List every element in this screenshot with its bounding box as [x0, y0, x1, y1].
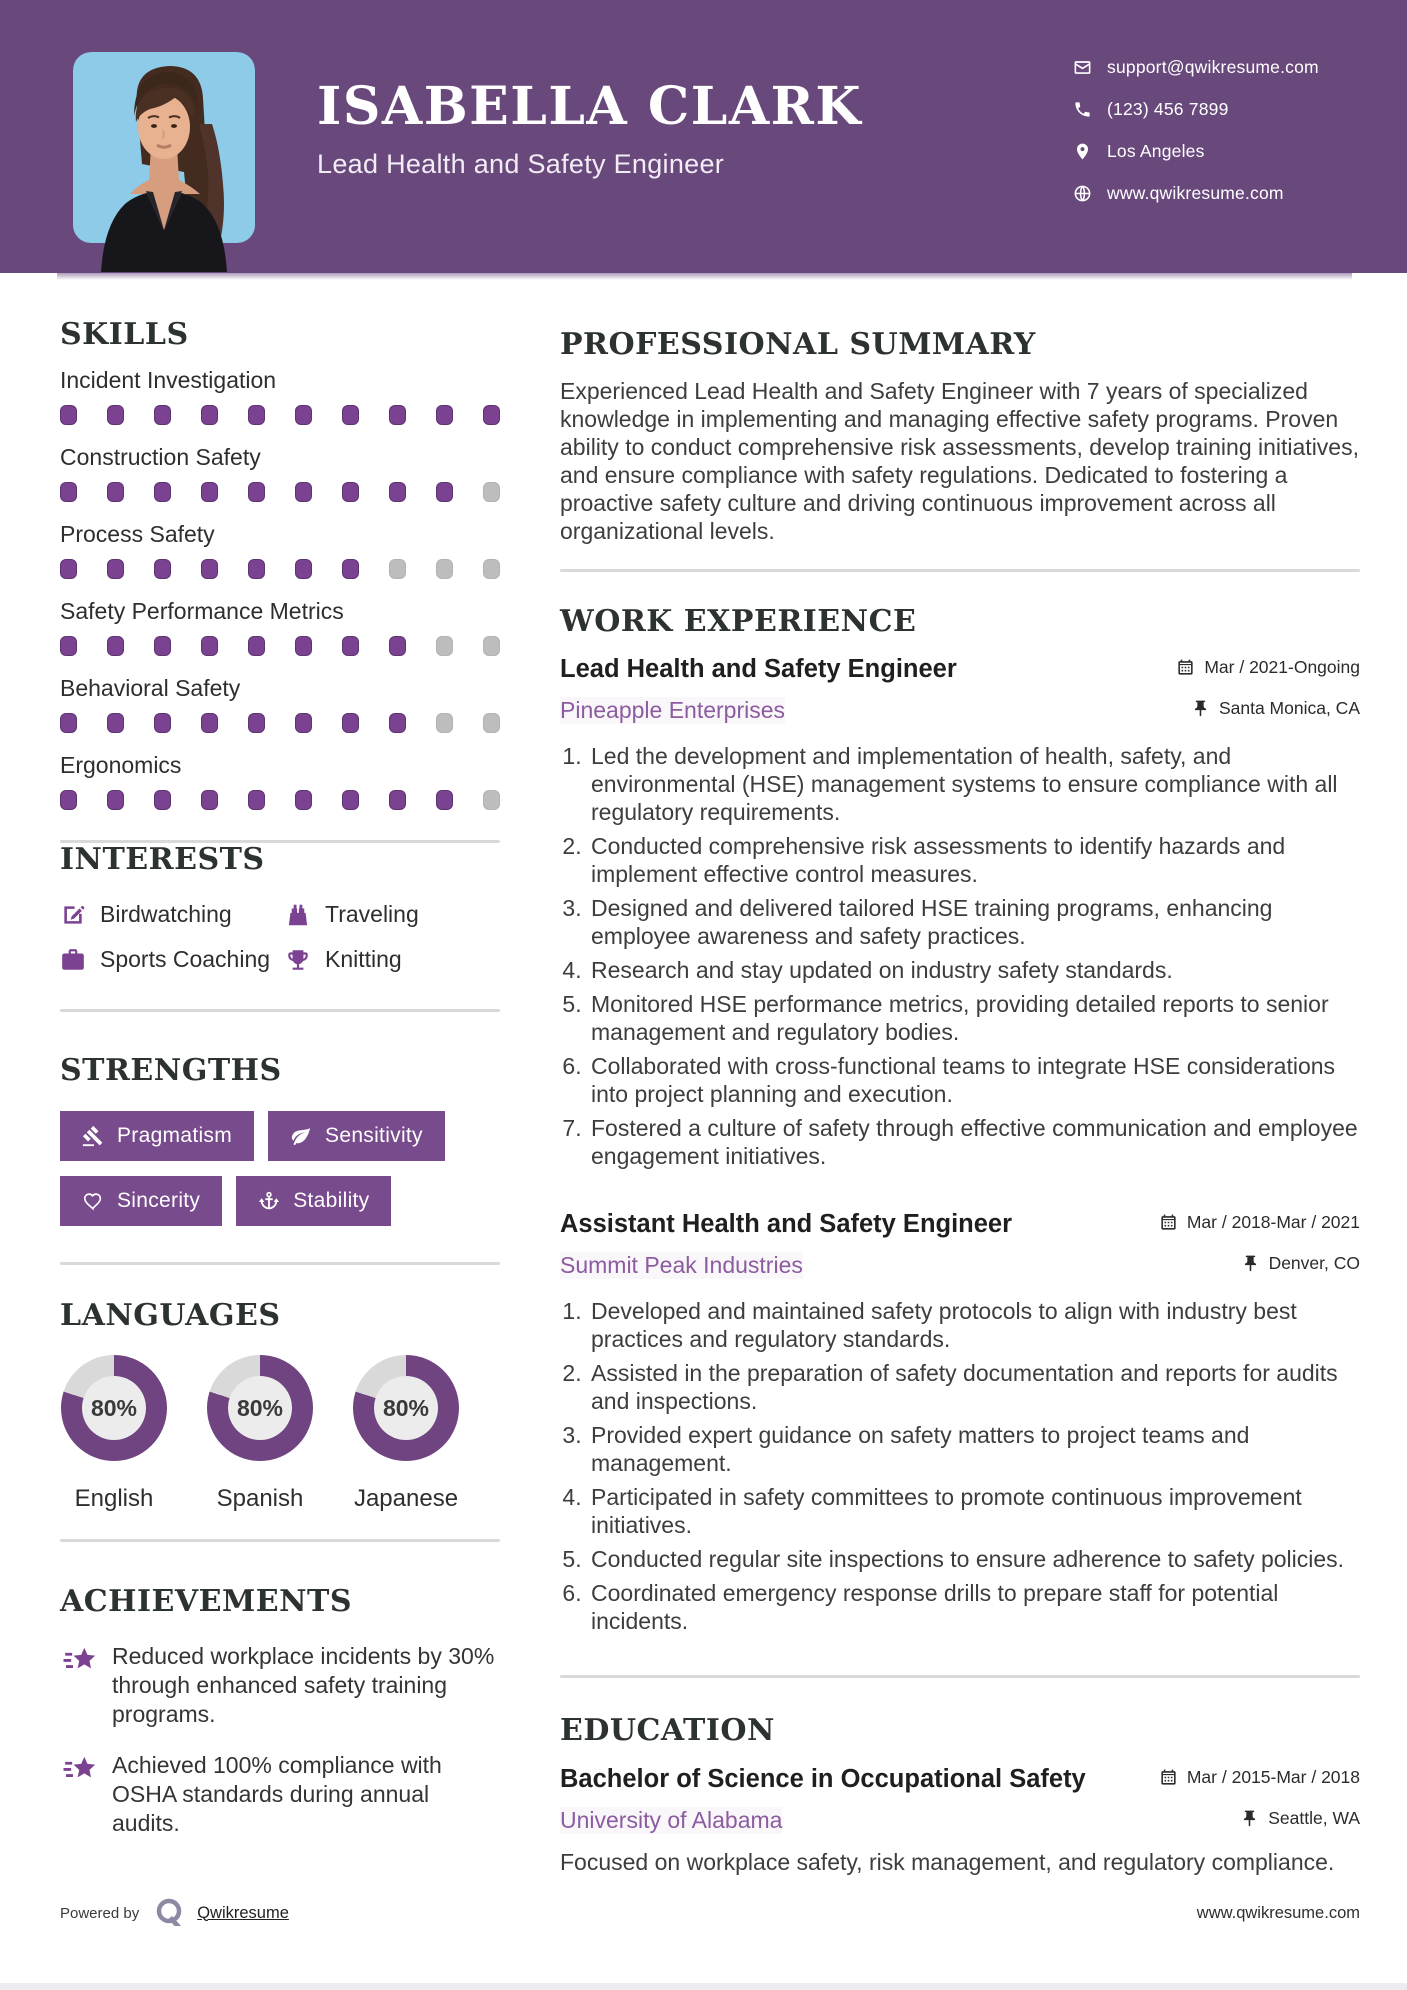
contact-text: Los Angeles [1107, 140, 1205, 161]
interest-label: Traveling [325, 901, 419, 927]
skill-level [60, 790, 500, 810]
job-bullet: 2. Assisted in the preparation of safety documentation and reports for audits and inspections. [588, 1359, 1360, 1415]
skill-name: Safety Performance Metrics [60, 597, 344, 624]
left-column [60, 318, 500, 1838]
strength-label: Stability [293, 1188, 370, 1212]
job-bullet: 2. Conducted comprehensive risk assessments to identify hazards and implement effective control measures. [588, 832, 1360, 888]
skill-dot [389, 636, 406, 656]
skill-dot [248, 636, 265, 656]
summary-text: Experienced Lead Health and Safety Engineer with 7 years of specialized knowledge in implementing and managing effective safety programs. Proven ability to conduct comprehensive risk assessments, develop training initiatives, and ensure compliance with safety regulations. Dedicated to fostering a proactive safety culture and driving continuous improvement across all organizational levels. [560, 377, 1359, 544]
skill-dot [107, 790, 124, 810]
interest-item [60, 946, 285, 973]
interests-list [60, 901, 500, 973]
job-bullet: 1. Led the development and implementation of health, safety, and environmental (HSE) management systems to ensure compliance with all regulatory requirements. [588, 742, 1360, 826]
skill-dot [60, 790, 77, 810]
leaf-icon [290, 1125, 312, 1147]
skill-item [60, 598, 500, 656]
company-link[interactable]: Pineapple Enterprises [560, 697, 786, 723]
skill-dot [154, 405, 171, 425]
skill-dot [60, 713, 77, 733]
interests-heading: INTERESTS [60, 841, 265, 877]
phone-icon [1073, 100, 1092, 119]
skill-dot [248, 405, 265, 425]
skill-dot [201, 559, 218, 579]
strength-badge [60, 1176, 222, 1226]
job-bullet: 4. Participated in safety committees to promote continuous improvement initiatives. [588, 1483, 1360, 1539]
footer-site-url[interactable]: www.qwikresume.com [1196, 1903, 1360, 1922]
language-donut [61, 1355, 167, 1461]
skill-dot [295, 713, 312, 733]
skill-dot [389, 482, 406, 502]
languages-heading: LANGUAGES [60, 1297, 281, 1333]
degree-title: Bachelor of Science in Occupational Safety [560, 1764, 1086, 1793]
calendar-icon [1176, 658, 1195, 677]
job-title: Assistant Health and Safety Engineer [560, 1210, 1013, 1238]
language-donut [207, 1355, 313, 1461]
job-date: Mar / 2018-Mar / 2021 [1159, 1212, 1360, 1233]
achievement-item [60, 1642, 500, 1729]
briefcase-icon [60, 947, 86, 973]
skill-item [60, 444, 500, 502]
skill-name: Incident Investigation [60, 366, 277, 393]
skill-dot [436, 713, 453, 733]
strength-label: Sensitivity [325, 1123, 423, 1147]
achievements-list [60, 1642, 500, 1838]
skill-dot [248, 482, 265, 502]
skill-dot [342, 482, 359, 502]
binoculars-icon [285, 902, 311, 928]
divider [60, 1009, 500, 1012]
skill-name: Behavioral Safety [60, 674, 241, 701]
job-bullet: 5. Conducted regular site inspections to ensure adherence to safety policies. [588, 1545, 1360, 1573]
skill-dot [201, 405, 218, 425]
strength-label: Sincerity [117, 1188, 201, 1212]
job-entry [560, 1210, 1360, 1635]
job-bullet: 7. Fostered a culture of safety through effective communication and employee engagement initiatives. [588, 1114, 1360, 1170]
job-location: Denver, CO [1241, 1253, 1360, 1274]
pushpin-icon [1240, 1809, 1259, 1828]
pin-icon [1241, 1254, 1260, 1273]
languages-list [60, 1355, 500, 1513]
education-date: Mar / 2015-Mar / 2018 [1159, 1767, 1360, 1788]
skill-item [60, 367, 500, 425]
contact-text[interactable]: support@qwikresume.com [1107, 56, 1319, 77]
qwikresume-logo-icon [153, 1896, 187, 1930]
skill-dot [60, 405, 77, 425]
skill-dot [201, 713, 218, 733]
achievement-text: Reduced workplace incidents by 30% through enhanced safety training programs. [112, 1642, 495, 1727]
divider [560, 569, 1360, 572]
divider [60, 1262, 500, 1265]
skill-dot [107, 405, 124, 425]
skill-dot [389, 559, 406, 579]
skill-dot [154, 713, 171, 733]
achievements-heading: ACHIEVEMENTS [60, 1584, 353, 1619]
strengths-heading: STRENGTHS [60, 1053, 282, 1088]
skill-dot [483, 405, 500, 425]
strength-label: Pragmatism [117, 1123, 233, 1147]
contact-row[interactable] [1073, 182, 1319, 204]
skill-item [60, 752, 500, 810]
skill-dot [248, 790, 265, 810]
strengths-list [60, 1111, 500, 1241]
interest-label: Knitting [325, 946, 402, 972]
skill-dot [154, 482, 171, 502]
job-title: Lead Health and Safety Engineer [560, 655, 957, 683]
person-name: ISABELLA CLARK [317, 76, 863, 137]
language-item [352, 1355, 460, 1513]
skill-level [60, 559, 500, 579]
skills-heading: SKILLS [60, 317, 189, 352]
skill-dot [436, 559, 453, 579]
skill-dot [248, 559, 265, 579]
skill-dot [436, 790, 453, 810]
contact-row[interactable] [1073, 56, 1319, 78]
skill-dot [483, 636, 500, 656]
skill-dot [389, 405, 406, 425]
anchor-icon [258, 1190, 280, 1212]
pin-icon [1191, 699, 1210, 718]
skill-dot [154, 559, 171, 579]
page-bottom-strip [0, 1983, 1407, 1990]
skill-dot [342, 405, 359, 425]
job-bullet: 5. Monitored HSE performance metrics, providing detailed reports to senior management and regulatory bodies. [588, 990, 1360, 1046]
calendar-icon [1159, 1768, 1178, 1787]
contact-row [1073, 140, 1319, 162]
skill-dot [60, 482, 77, 502]
skill-level [60, 405, 500, 425]
strength-badge [60, 1111, 254, 1161]
interest-label: Birdwatching [100, 901, 232, 927]
skill-dot [295, 559, 312, 579]
edit-icon [60, 902, 86, 928]
globe-icon [1073, 184, 1092, 203]
job-bullets [560, 742, 1360, 1170]
summary-heading: PROFESSIONAL SUMMARY [560, 327, 1036, 362]
skill-name: Ergonomics [60, 751, 182, 778]
star-icon [60, 1751, 102, 1791]
contact-row [1073, 98, 1319, 120]
interest-item [60, 901, 285, 928]
skill-level [60, 636, 500, 656]
header-banner [0, 0, 1407, 273]
job-bullet: 1. Developed and maintained safety protocols to align with industry best practices and regulatory standards. [588, 1297, 1360, 1353]
trophy-icon [285, 947, 311, 973]
language-label: Japanese [353, 1485, 459, 1512]
language-percent: 80% [228, 1376, 292, 1440]
skill-dot [295, 636, 312, 656]
gavel-icon [82, 1125, 104, 1147]
header-shadow [57, 273, 1352, 280]
skill-dot [483, 790, 500, 810]
contact-list [1073, 56, 1319, 224]
skill-dot [201, 636, 218, 656]
language-label: English [74, 1485, 154, 1512]
skill-dot [483, 713, 500, 733]
skill-dot [107, 559, 124, 579]
interest-item [285, 901, 500, 928]
qwikresume-link[interactable]: Qwikresume [197, 1903, 289, 1922]
skill-dot [201, 790, 218, 810]
profile-photo [73, 52, 255, 272]
right-column [560, 328, 1360, 1876]
achievement-text: Achieved 100% compliance with OSHA standards during annual audits. [112, 1751, 442, 1836]
skill-dot [248, 713, 265, 733]
skill-dot [295, 790, 312, 810]
language-percent: 80% [374, 1376, 438, 1440]
contact-text[interactable]: www.qwikresume.com [1107, 182, 1284, 203]
job-bullet: 6. Collaborated with cross-functional teams to integrate HSE considerations into project planning and execution. [588, 1052, 1360, 1108]
skill-dot [389, 713, 406, 733]
skill-dot [342, 713, 359, 733]
footer [60, 1893, 1360, 1933]
education-entry [560, 1765, 1360, 1876]
skill-dot [389, 790, 406, 810]
skill-dot [201, 482, 218, 502]
location-icon [1073, 142, 1092, 161]
job-bullet: 3. Provided expert guidance on safety matters to project teams and management. [588, 1421, 1360, 1477]
skill-item [60, 521, 500, 579]
avatar [73, 52, 255, 272]
skill-name: Process Safety [60, 520, 215, 547]
education-heading: EDUCATION [560, 1713, 775, 1748]
job-bullet: 4. Research and stay updated on industry safety standards. [588, 956, 1360, 984]
skill-level [60, 713, 500, 733]
job-location: Santa Monica, CA [1191, 698, 1360, 719]
powered-by-label: Powered by [60, 1904, 140, 1922]
skill-dot [154, 790, 171, 810]
star-icon [60, 1642, 102, 1682]
person-title: Lead Health and Safety Engineer [317, 149, 725, 180]
skill-dot [436, 636, 453, 656]
skill-dot [436, 482, 453, 502]
skill-dot [107, 482, 124, 502]
skills-list [60, 367, 500, 810]
interest-label: Sports Coaching [100, 946, 271, 972]
skill-dot [154, 636, 171, 656]
skill-dot [342, 790, 359, 810]
heart-icon [82, 1190, 104, 1212]
skill-name: Construction Safety [60, 443, 261, 470]
skill-dot [107, 636, 124, 656]
skill-dot [107, 713, 124, 733]
job-bullet: 6. Coordinated emergency response drills to prepare staff for potential incidents. [588, 1579, 1360, 1635]
language-donut [353, 1355, 459, 1461]
job-entry [560, 655, 1360, 1170]
skill-dot [483, 482, 500, 502]
company-link[interactable]: Summit Peak Industries [560, 1252, 803, 1278]
achievement-item [60, 1751, 500, 1838]
skill-dot [60, 636, 77, 656]
skill-level [60, 482, 500, 502]
education-location: Seattle, WA [1240, 1808, 1360, 1829]
calendar-icon [1159, 1213, 1178, 1232]
school-link[interactable]: University of Alabama [560, 1806, 783, 1833]
strength-badge [268, 1111, 445, 1161]
interest-item [285, 946, 500, 973]
email-icon [1073, 58, 1092, 77]
skill-dot [295, 405, 312, 425]
education-note: Focused on workplace safety, risk management, and regulatory compliance. [560, 1848, 1335, 1875]
contact-text: (123) 456 7899 [1107, 98, 1229, 119]
language-item [60, 1355, 168, 1513]
divider [560, 1675, 1360, 1678]
job-bullets [560, 1297, 1360, 1635]
experience-heading: WORK EXPERIENCE [560, 603, 917, 639]
divider [60, 1539, 500, 1542]
skill-dot [60, 559, 77, 579]
skill-dot [342, 559, 359, 579]
skill-dot [295, 482, 312, 502]
job-date: Mar / 2021-Ongoing [1176, 657, 1360, 678]
jobs-list [560, 655, 1360, 1635]
language-percent: 80% [82, 1376, 146, 1440]
skill-dot [436, 405, 453, 425]
strength-badge [236, 1176, 391, 1226]
job-bullet: 3. Designed and delivered tailored HSE training programs, enhancing employee awareness and safety practices. [588, 894, 1360, 950]
skill-item [60, 675, 500, 733]
skill-dot [483, 559, 500, 579]
language-item [206, 1355, 314, 1513]
skill-dot [342, 636, 359, 656]
language-label: Spanish [216, 1485, 304, 1512]
